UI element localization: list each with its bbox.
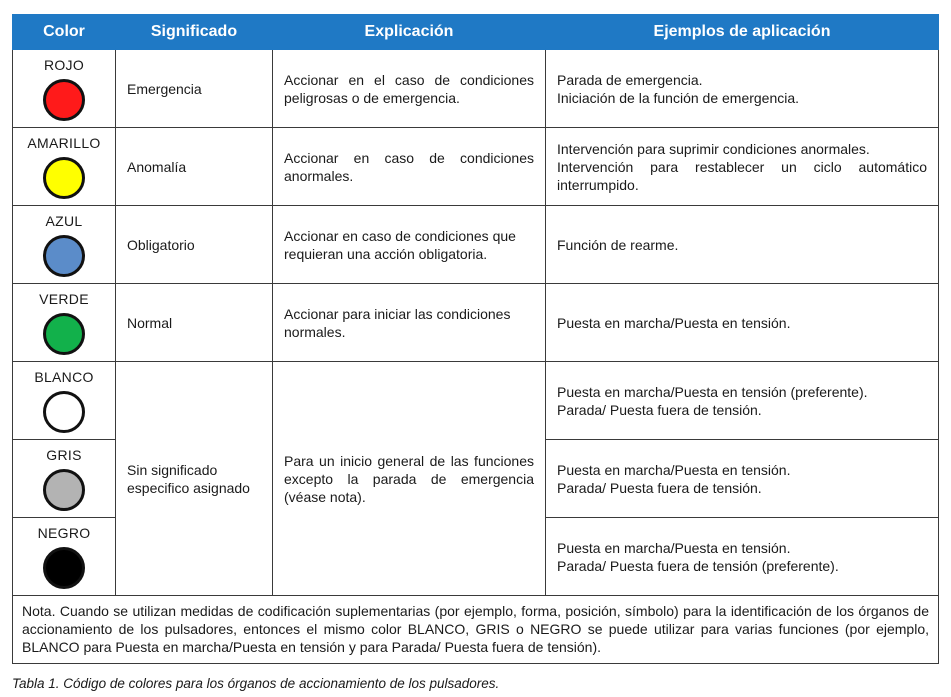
color-cell — [13, 284, 116, 362]
ejemplo-line: Iniciación de la función de emergencia. — [557, 89, 800, 106]
significado-cell: Obligatorio — [116, 206, 273, 284]
header-row — [13, 15, 939, 50]
ejemplos-cell — [546, 440, 939, 518]
header-ejemplos: Ejemplos de aplicación — [546, 15, 939, 50]
table-row — [13, 128, 939, 206]
table-row — [13, 284, 939, 362]
color-name: VERDE — [39, 291, 89, 307]
ejemplo-line: Parada/ Puesta fuera de tensión (preferente). — [557, 557, 839, 574]
ejemplos-cell — [546, 50, 939, 128]
ejemplo-line: Puesta en marcha/Puesta en tensión (preferente). — [557, 383, 868, 400]
color-name: GRIS — [46, 447, 82, 463]
table-row — [13, 362, 939, 440]
explicacion-cell: Accionar en el caso de condiciones peligrosas o de emergencia. — [273, 50, 546, 128]
explicacion-merged-cell: Para un inicio general de las funciones excepto la parada de emergencia (véase nota). — [273, 362, 546, 596]
ejemplos-cell — [546, 362, 939, 440]
ejemplo-line: Puesta en marcha/Puesta en tensión. — [557, 539, 791, 556]
color-cell — [13, 362, 116, 440]
green-circle-icon — [43, 313, 85, 355]
yellow-circle-icon — [43, 157, 85, 199]
note-text: Nota. Cuando se utilizan medidas de codificación suplementarias (por ejemplo, forma, posición, símbolo) para la identificación de los órganos de accionamiento de los pulsadores, entonces el mismo color BLANCO, GRIS o NEGRO se puede utilizar para varias funciones (por ejemplo, BLANCO para Puesta en marcha/Puesta en tensión y para Parada/ Puesta fuera de tensión). — [13, 596, 939, 664]
color-code-table — [12, 14, 939, 664]
header-significado: Significado — [116, 15, 273, 50]
ejemplo-line: Parada/ Puesta fuera de tensión. — [557, 479, 762, 496]
significado-merged-cell: Sin significado especifico asignado — [116, 362, 273, 596]
color-cell — [13, 128, 116, 206]
table-row — [13, 50, 939, 128]
black-circle-icon — [43, 547, 85, 589]
color-name: NEGRO — [37, 525, 91, 541]
table-row — [13, 206, 939, 284]
color-cell — [13, 440, 116, 518]
note-row — [13, 596, 939, 664]
color-name: AZUL — [45, 213, 83, 229]
color-cell — [13, 206, 116, 284]
color-name: AMARILLO — [27, 135, 101, 151]
header-explicacion: Explicación — [273, 15, 546, 50]
color-name: ROJO — [43, 57, 85, 73]
blue-circle-icon — [43, 235, 85, 277]
ejemplo-line: Función de rearme. — [557, 236, 679, 253]
ejemplos-cell — [546, 206, 939, 284]
header-color: Color — [13, 15, 116, 50]
explicacion-cell: Accionar en caso de condiciones que requieran una acción obligatoria. — [273, 206, 546, 284]
ejemplo-line: Intervención para suprimir condiciones anormales. — [557, 140, 870, 157]
ejemplo-line: Puesta en marcha/Puesta en tensión. — [557, 314, 791, 331]
explicacion-cell: Accionar para iniciar las condiciones normales. — [273, 284, 546, 362]
ejemplo-line: Parada de emergencia. — [557, 71, 703, 88]
ejemplo-line: Intervención para restablecer un ciclo automático interrumpido. — [557, 158, 927, 193]
table-caption: Tabla 1. Código de colores para los órganos de accionamiento de los pulsadores. — [12, 676, 500, 691]
color-name: BLANCO — [34, 369, 94, 385]
ejemplos-cell — [546, 284, 939, 362]
ejemplos-cell — [546, 518, 939, 596]
gray-circle-icon — [43, 469, 85, 511]
explicacion-cell: Accionar en caso de condiciones anormales. — [273, 128, 546, 206]
significado-cell: Anomalía — [116, 128, 273, 206]
red-circle-icon — [43, 79, 85, 121]
ejemplo-line: Puesta en marcha/Puesta en tensión. — [557, 461, 791, 478]
color-cell — [13, 50, 116, 128]
significado-cell: Normal — [116, 284, 273, 362]
white-circle-icon — [43, 391, 85, 433]
significado-cell: Emergencia — [116, 50, 273, 128]
ejemplo-line: Parada/ Puesta fuera de tensión. — [557, 401, 762, 418]
color-cell — [13, 518, 116, 596]
ejemplos-cell — [546, 128, 939, 206]
